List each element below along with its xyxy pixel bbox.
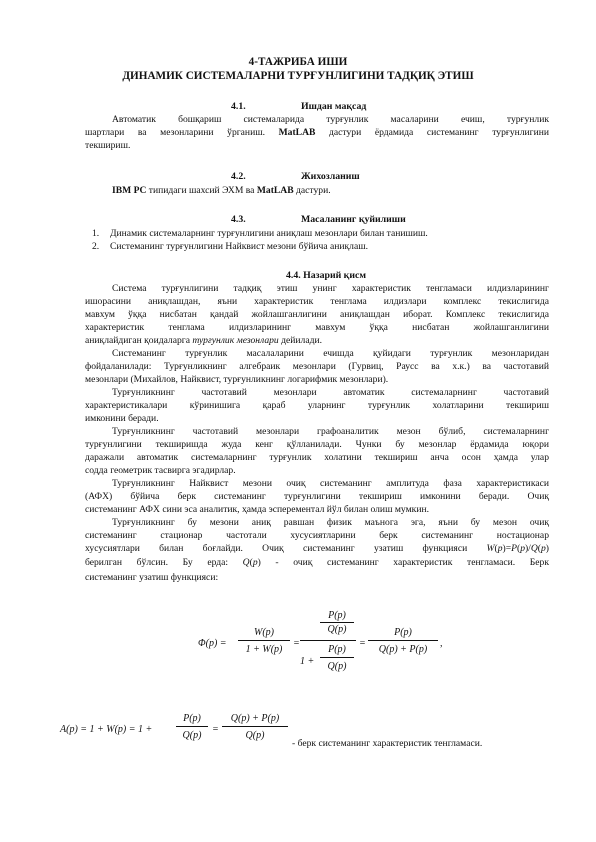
- paragraph-line: (АФХ) бўйича берк системанинг турғунлигини текшириш имконини беради. Очиқ: [85, 491, 549, 502]
- eq-numerator: P(p): [328, 644, 346, 655]
- paragraph-line: Системанинг турғунлик масалаларини ечишда қуйидаги турғунлик мезонларидан: [112, 348, 549, 359]
- paragraph-line: аниқлайдиган қоидаларга турғунлик мезонлари дейилади.: [85, 335, 322, 346]
- paragraph-line: мавхум ўққа нисбатан қандай жойлашганлигини аниқлашдан иборат. Комплекс текислигида: [85, 309, 549, 320]
- section-number: 4.1.: [231, 101, 246, 112]
- eq-denominator: 1 + W(p): [245, 644, 283, 655]
- paragraph-line: турғунлигини текширишда жуда кенг қўлланилади. Чунки бу мезонлар ёрдамида юқори: [85, 439, 549, 450]
- paragraph-line: характеристикалари кўринишига қараб уларнинг турғунлик холатларини текшириш: [85, 400, 549, 411]
- eq-sign: =: [359, 638, 366, 649]
- paragraph-line: системанинг стационар частотали хусусиятларини берк системанинг ностационар: [85, 530, 549, 541]
- paragraph-line: шартлари ва мезонларини ўрганиш. MatLAB дастури ёрдамида системанинг турғунлигини: [85, 127, 550, 138]
- section-4-4-heading: 4.4. Назарий қисм: [286, 270, 366, 281]
- paragraph-line: Автоматик бошқариш системаларида турғунлик масаларини ечиш, турғунлик: [112, 114, 549, 125]
- eq-denominator: Q(p): [182, 730, 202, 741]
- eq-denominator: Q(p): [327, 661, 347, 672]
- paragraph-line: содда геометрик тасвирга эгадирлар.: [85, 465, 236, 476]
- section-4-1-heading: [231, 101, 366, 113]
- section-number: 4.3.: [231, 214, 246, 225]
- paragraph-line: Система турғунлигини тадқиқ этиш унинг характеристик тенгламаси илдизларининг: [112, 283, 549, 294]
- fraction-bar: [176, 726, 208, 727]
- fraction-bar: [320, 657, 354, 658]
- eq-sign: =: [293, 638, 300, 649]
- section-title: Ишдан мақсад: [301, 101, 367, 112]
- paragraph-line: характеристик тенглама илдизларининг мавхум ўққа нисбатан жойлашганлигини: [85, 322, 549, 333]
- fraction-bar-main: [300, 640, 356, 641]
- paragraph-line: мезонлари (Михайлов, Найквист, турғунликнинг логарифмик мезонлари).: [85, 374, 389, 385]
- eq-numerator: P(p): [394, 627, 412, 638]
- paragraph-line: фойдаланилади: Турғунликнинг алгебраик мезонлари (Гурвиц, Раусс ва х.к.) ва частотавий: [85, 361, 549, 372]
- eq-one-plus: 1 +: [300, 656, 315, 667]
- doc-title-line2: ДИНАМИК СИСТЕМАЛАРНИ ТУРҒУНЛИГИНИ ТАДҚИҚ ЭТИШ: [122, 70, 474, 82]
- eq-lhs: A(p) = 1 + W(p) = 1 +: [60, 724, 153, 735]
- section-number: 4.2.: [231, 171, 246, 182]
- eq-caption: - берк системанинг характеристик тенгламаси.: [292, 738, 483, 749]
- paragraph-line: ишорасини аниқлашдан, яъни характеристик тенглама илдизлари комплекс текислигида: [85, 296, 549, 307]
- eq-numerator: P(p): [328, 610, 346, 621]
- paragraph-line: имконини беради.: [85, 413, 159, 424]
- paragraph-line: берилган бўлсин. Бу ерда: Q(p) - очиқ системанинг характеристик тенгламаси. Берк: [85, 557, 549, 568]
- fraction-bar: [320, 622, 354, 623]
- section-title: Жихозланиш: [301, 171, 360, 182]
- eq-numerator: Q(p) + P(p): [230, 713, 280, 724]
- paragraph-line: хусусиятлари билан боғлайди. Очиқ системанинг узатиш функцияси W(p)=P(p)/Q(p): [85, 543, 549, 554]
- section-4-3-heading: [231, 214, 406, 226]
- paragraph-line: Турғунликнинг частотавий мезонлари графоаналитик мезон бўлиб, системаларнинг: [112, 426, 549, 437]
- section-title: Масаланинг қуйилиши: [301, 214, 406, 225]
- paragraph-line: IBM PC типидаги шахсий ЭХМ ва MatLAB дастури.: [112, 185, 331, 196]
- paragraph-line: Турғунликнинг частотавий мезонлари автоматик системаларнинг частотавий: [112, 387, 549, 398]
- eq-numerator: P(p): [183, 713, 201, 724]
- doc-title-line1: 4-ТАЖРИБА ИШИ: [248, 56, 348, 68]
- fraction-bar: [368, 640, 438, 641]
- eq-sign: =: [212, 724, 219, 735]
- eq-denominator: Q(p): [327, 624, 347, 635]
- paragraph-line: даражали автоматик системаларнинг турғунлик холатини текшириш анча осон ҳамда улар: [85, 452, 549, 463]
- list-item: 1. Динамик системаларнинг турғунлигини аниқлаш мезонлари билан танишиш.: [92, 228, 428, 239]
- eq-denominator: Q(p): [245, 730, 265, 741]
- eq-numerator: W(p): [254, 627, 274, 638]
- paragraph-line: системанинг АФХ сини эса аналитик, ҳамда эсперементал йўл билан олиш мумкин.: [85, 504, 429, 515]
- fraction-bar: [238, 640, 290, 641]
- paragraph-line: Турғунликнинг Найквист мезони очиқ системанинг амплитуда фаза характеристикаси: [112, 478, 549, 489]
- eq-denominator: Q(p) + P(p): [378, 644, 428, 655]
- paragraph-line: системанинг узатиш функцияси:: [85, 572, 219, 583]
- fraction-bar: [222, 726, 288, 727]
- paragraph-line: Турғунликнинг бу мезони аниқ равшан физик маънога эга, яъни бу мезон очиқ: [112, 517, 549, 528]
- eq-comma: ,: [440, 638, 443, 649]
- paragraph-line: текшириш.: [85, 140, 131, 151]
- eq-lhs: Φ(p) =: [198, 638, 227, 649]
- section-4-2-heading: [231, 171, 360, 183]
- list-item: 2. Системанинг турғунлигини Найквист мезони бўйича аниқлаш.: [92, 241, 369, 252]
